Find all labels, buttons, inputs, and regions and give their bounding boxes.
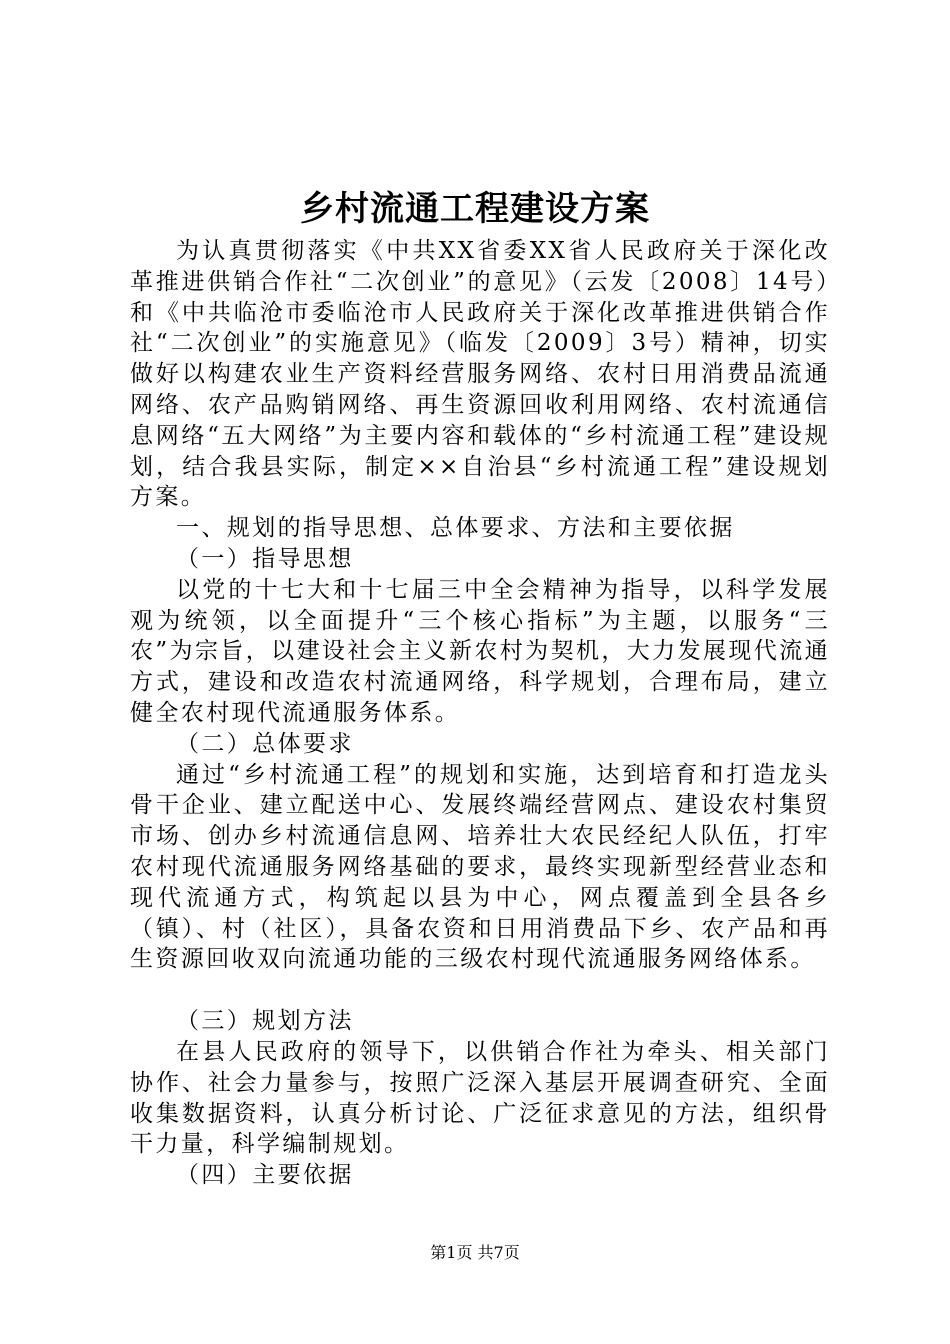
document-body [130,236,830,1191]
subheading-main-basis: （四）主要依据 [176,1162,354,1189]
overall-requirements-paragraph: 通过“乡村流通工程”的规划和实施，达到培育和打造龙头骨干企业、建立配送中心、发展终端经营网点、建设农村集贸市场、创办乡村流通信息网、培养壮大农民经纪人队伍，打牢农村现代流通服务网络基础的要求，最终实现新型经营业态和现代流通方式，构筑起以县为中心，网点覆盖到全县各乡（镇）、村（社区），具备农资和日用消费品下乡、农产品和再生资源回收双向流通功能的三级农村现代流通服务网络体系。 [130,761,830,973]
section-heading-1: 一、规划的指导思想、总体要求、方法和主要依据 [176,515,735,542]
subheading-planning-method: （三）规划方法 [176,1008,354,1035]
page-footer: 第1页 共7页 [430,1243,520,1262]
paragraph-gap [130,975,830,1006]
guiding-thought-paragraph: 以党的十七大和十七届三中全会精神为指导，以科学发展观为统领，以全面提升“三个核心指标”为主题，以服务“三农”为宗旨，以建设社会主义新农村为契机，大力发展现代流通方式，建设和改造农村流通网络，科学规划，合理布局，建立健全农村现代流通服务体系。 [130,576,830,726]
subheading-overall-requirements: （二）总体要求 [176,730,354,757]
intro-paragraph: 为认真贯彻落实《中共XX省委XX省人民政府关于深化改革推进供销合作社“二次创业”的意见》（云发〔2008〕14号）和《中共临沧市委临沧市人民政府关于深化改革推进供销合作社“二次创业”的实施意见》（临发〔2009〕3号）精神，切实做好以构建农业生产资料经营服务网络、农村日用消费品流通网络、农产品购销网络、再生资源回收利用网络、农村流通信息网络“五大网络”为主要内容和载体的“乡村流通工程”建设规划，结合我县实际，制定××自治县“乡村流通工程”建设规划方案。 [130,238,830,511]
subheading-guiding-thought: （一）指导思想 [176,545,354,572]
document-title: 乡村流通工程建设方案 [300,189,650,229]
planning-method-paragraph: 在县人民政府的领导下，以供销合作社为牵头、相关部门协作、社会力量参与，按照广泛深入基层开展调查研究、全面收集数据资料，认真分析讨论、广泛征求意见的方法，组织骨干力量，科学编制规划。 [130,1038,830,1158]
